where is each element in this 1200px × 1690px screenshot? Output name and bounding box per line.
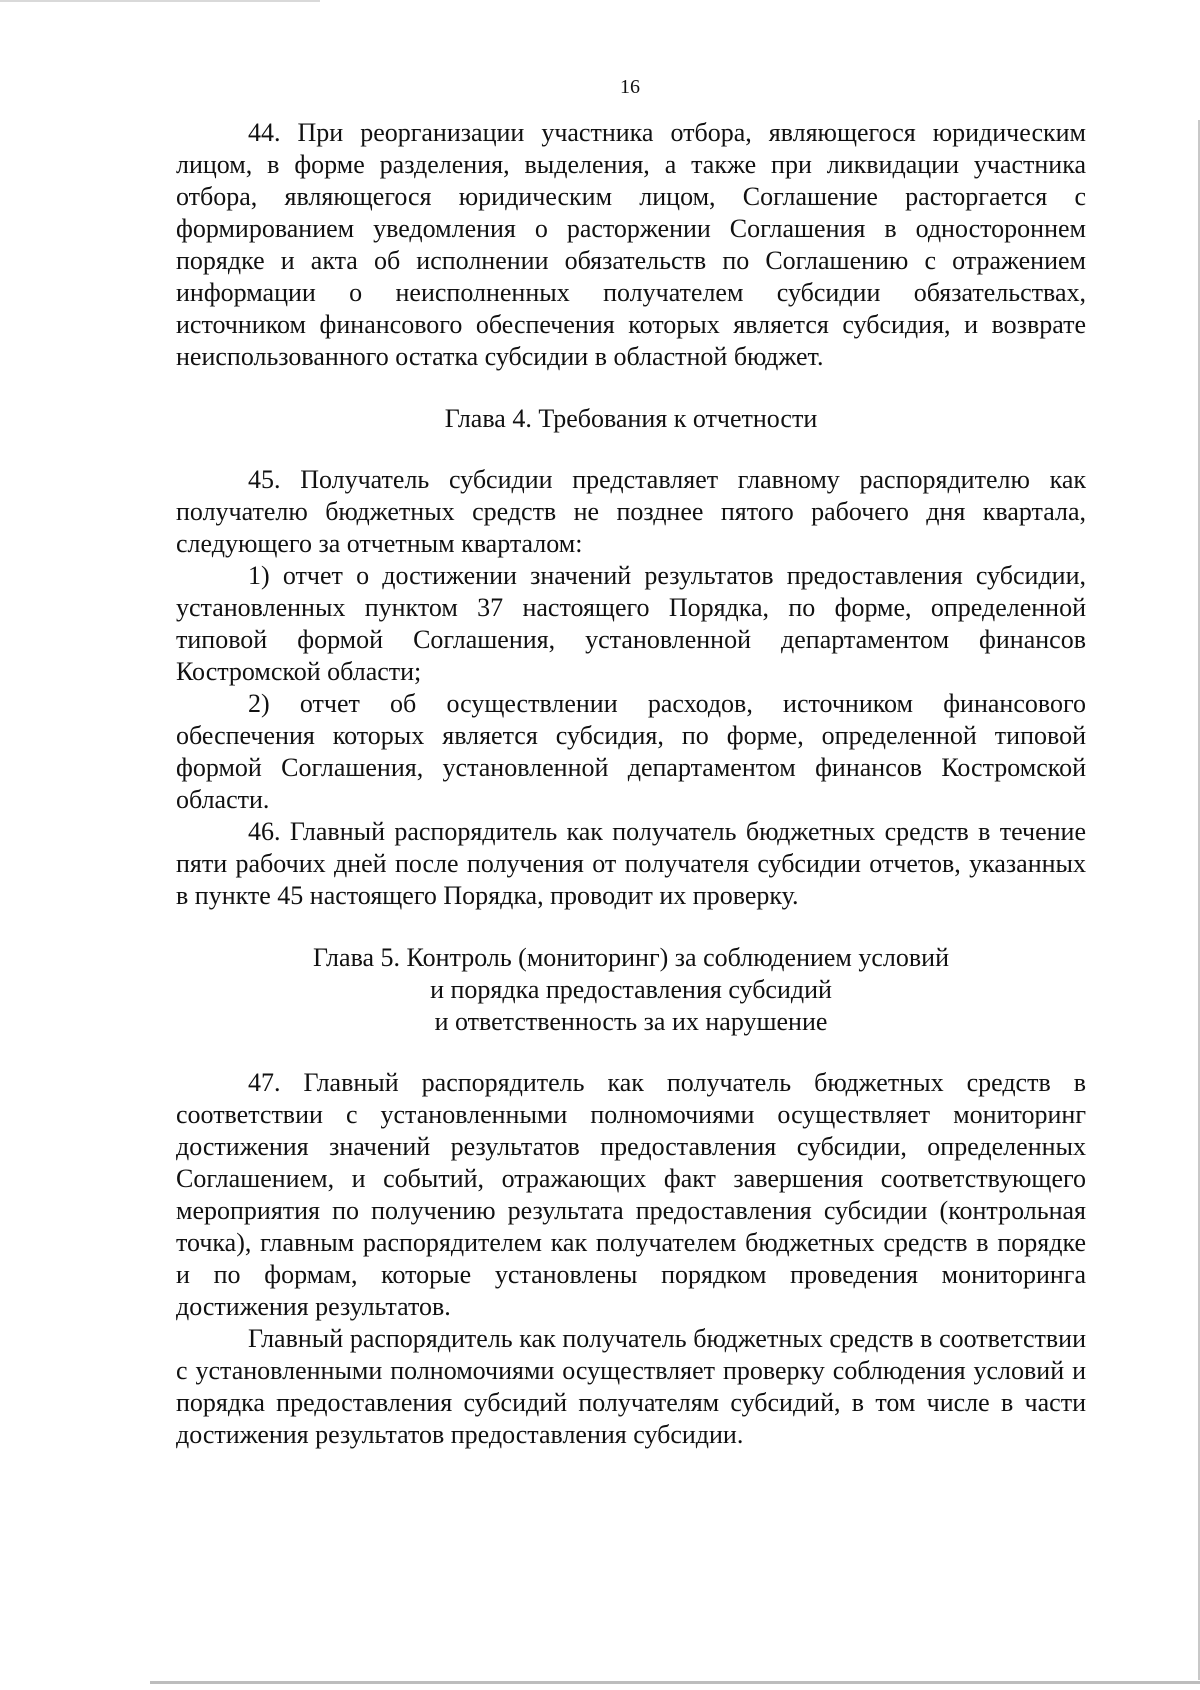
chapter-5-title-line-1: Глава 5. Контроль (мониторинг) за соблюдением условий [312, 943, 950, 972]
page-number: 16 [620, 76, 640, 98]
chapter-4-title: Глава 4. Требования к отчетности [444, 404, 818, 433]
paragraph-47: 47. Главный распорядитель как получатель бюджетных средств в соответствии с установленными полномочиями осуществляет мониторинг достижения значений результатов предоставления субсидии, определенных Соглашением, и событий, отражающих факт завершения соответствующего мероприятия по получению результата предоставления субсидии (контрольная точка), главным распорядителем как получателем бюджетных средств в порядке и по формам, которые установлены порядком проведения мониторинга достижения результатов. [176, 1068, 1086, 1321]
paragraph-46: 46. Главный распорядитель как получатель бюджетных средств в течение пяти рабочих дней после получения от получателя субсидии отчетов, указанных в пункте 45 настоящего Порядка, проводит их проверку. [176, 817, 1086, 910]
paragraph-44: 44. При реорганизации участника отбора, являющегося юридическим лицом, в форме разделения, выделения, а также при ликвидации участника отбора, являющегося юридическим лицом, Соглашение расторгается с формированием уведомления о расторжении Соглашения в одностороннем порядке и акта об исполнении обязательств по Соглашению с отражением информации о неисполненных получателем субсидии обязательствах, источником финансового обеспечения которых является субсидия, и возврате неиспользованного остатка субсидии в областной бюджет. [176, 118, 1086, 371]
paragraph-45-item-2: 2) отчет об осуществлении расходов, источником финансового обеспечения которых является субсидия, по форме, определенной типовой формой Соглашения, установленной департаментом финансов Костромской области. [176, 689, 1086, 814]
document-body [176, 117, 1086, 1451]
paragraph-47-continued: Главный распорядитель как получатель бюджетных средств в соответствии с установленными полномочиями осуществляет проверку соблюдения условий и порядка предоставления субсидий получателям субсидий, в том числе в части достижения результатов предоставления субсидии. [176, 1324, 1086, 1449]
chapter-5-title-line-2: и порядка предоставления субсидий [430, 975, 832, 1004]
paragraph-45-item-1: 1) отчет о достижении значений результатов предоставления субсидии, установленных пунктом 37 настоящего Порядка, по форме, определенной типовой формой Соглашения, установленной департаментом финансов Костромской области; [176, 561, 1086, 686]
scan-edge-bottom [150, 1681, 1200, 1684]
chapter-5-heading [176, 942, 1086, 1038]
scan-edge-top [0, 0, 320, 2]
chapter-4-heading [176, 403, 1086, 435]
chapter-5-title-line-3: и ответственность за их нарушение [434, 1007, 828, 1036]
paragraph-45: 45. Получатель субсидии представляет главному распорядителю как получателю бюджетных средств не позднее пятого рабочего дня квартала, следующего за отчетным кварталом: [176, 465, 1086, 558]
